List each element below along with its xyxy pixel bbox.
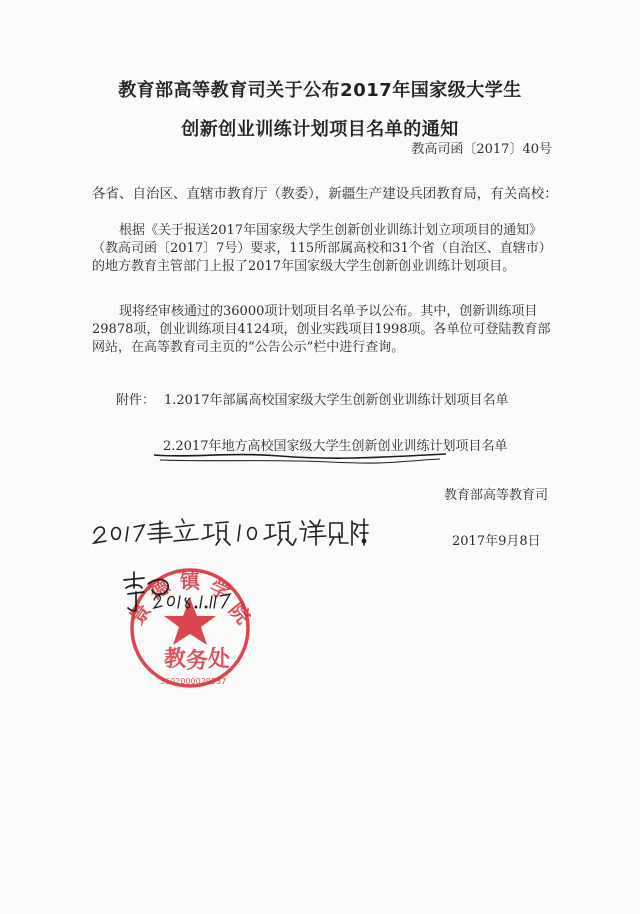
paragraph-1 <box>92 222 560 276</box>
paragraph-2-line: 网站，在高等教育司主页的“公告公示”栏中进行查询。 <box>92 340 405 355</box>
handwritten-underline <box>150 450 450 466</box>
attachment-item-2: 2.2017年地方高校国家级大学生创新创业训练计划项目名单 <box>163 439 508 454</box>
attachment-item-1: 1.2017年部属高校国家级大学生创新创业训练计划项目名单 <box>164 393 509 408</box>
paragraph-1-line: 根据《关于报送2017年国家级大学生创新创业训练计划立项项目的通知》 <box>119 223 543 238</box>
svg-text:教: 教 <box>164 647 187 672</box>
paragraph-2-line: 现将经审核通过的36000项计划项目名单予以公布。其中，创新训练项目 <box>119 304 538 319</box>
handwritten-note <box>90 503 370 547</box>
paragraph-1-line: 的地方教育主管部门上报了2017年国家级大学生创新创业训练计划项目。 <box>92 259 516 274</box>
salutation: 各省、自治区、直辖市教育厅（教委），新疆生产建设兵团教育局，有关高校： <box>92 186 558 202</box>
attachments-label: 附件： <box>116 393 156 408</box>
paragraph-2 <box>92 303 560 357</box>
handwritten-date <box>150 588 240 612</box>
paragraph-2-line: 29878项，创业训练项目4124项，创业实践项目1998项。各单位可登陆教育部 <box>92 322 551 337</box>
svg-text:景: 景 <box>124 598 156 629</box>
svg-text:处: 处 <box>208 647 231 672</box>
document-title-line2: 创新创业训练计划项目名单的通知 <box>181 119 459 140</box>
svg-text:院: 院 <box>224 597 256 629</box>
paragraph-1-line: （教高司函〔2017〕7号）要求，115所部属高校和31个省（自治区、直辖市） <box>92 241 552 256</box>
svg-text:德: 德 <box>144 573 174 605</box>
document-number: 教高司函〔2017〕40号 <box>411 142 552 157</box>
svg-text:务: 务 <box>186 649 209 674</box>
svg-text:3602000029537: 3602000029537 <box>160 677 227 686</box>
svg-text:镇: 镇 <box>180 569 200 593</box>
sender-organization: 教育部高等教育司 <box>444 488 549 503</box>
document-title-line1: 教育部高等教育司关于公布2017年国家级大学生 <box>118 80 522 101</box>
document-date: 2017年9月8日 <box>452 534 541 549</box>
svg-text:学: 学 <box>205 574 235 605</box>
